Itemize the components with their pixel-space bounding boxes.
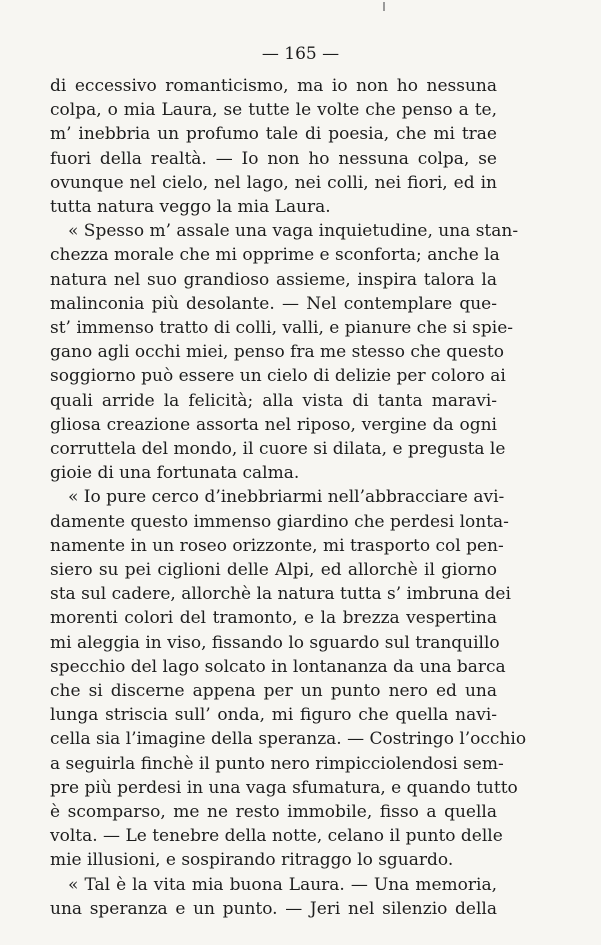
text-line: st’ immenso tratto di colli, valli, e pianure che si spie- [50,318,514,338]
text-line: morenti colori del tramonto, e la brezza vespertina [50,608,497,629]
text-line: mie illusioni, e sospirando ritraggo lo sguardo. [50,850,454,871]
text-line: damente questo immenso giardino che perdesi lonta- [50,511,509,532]
page-number: — 165 — [261,44,340,64]
text-line: è scomparso, me ne resto immobile, fisso a quella [50,802,497,822]
text-line: quali arride la felicità; alla vista di tanta maravi- [50,390,497,411]
text-line: chezza morale che mi opprime e sconforta; anche la [50,245,500,266]
text-line: una speranza e un punto. — Jeri nel silenzio della [50,898,497,919]
text-line: che si discerne appena per un punto nero ed una [50,681,497,701]
text-line: gioie di una fortunata calma. [50,463,300,484]
text-line: mi aleggia in viso, fissando lo sguardo sul tranquillo [50,632,500,653]
text-line: gano agli occhi miei, penso fra me stesso che questo [50,342,504,363]
text-line: lunga striscia sull’ onda, mi figuro che quella navi- [50,705,497,726]
text-line: « Tal è la vita mia buona Laura. — Una memoria, [68,874,497,895]
text-line: fuori della realtà. — Io non ho nessuna colpa, se [50,148,497,169]
text-line: m’ inebbria un profumo tale di poesia, che mi trae [50,124,497,145]
text-line: natura nel suo grandioso assieme, inspira talora la [50,269,497,290]
text-line: specchio del lago solcato in lontananza da una barca [50,656,506,677]
text-line: siero su pei ciglioni delle Alpi, ed allorchè il giorno [50,560,497,580]
text-line: corruttela del mondo, il cuore si dilata, e pregusta le [50,439,506,459]
text-line: namente in un roseo orizzonte, mi trasporto col pen- [50,535,504,556]
text-line: ovunque nel cielo, nel lago, nei colli, nei fiori, ed in [50,172,497,193]
text-line: gliosa creazione assorta nel riposo, vergine da ogni [50,414,497,435]
text-line: a seguirla finchè il punto nero rimpicciolendosi sem- [50,753,504,774]
text-line: malinconia più desolante. — Nel contemplare que- [50,293,497,314]
text-line: volta. — Le tenebre della notte, celano il punto delle [50,826,503,847]
print-mark [383,2,385,11]
text-line: sta sul cadere, allorchè la natura tutta s’ imbruna dei [50,584,511,605]
text-line: « Io pure cerco d’inebbriarmi nell’abbracciare avi- [68,487,505,508]
text-line: di eccessivo romanticismo, ma io non ho nessuna [50,76,497,96]
text-line: cella sia l’imagine della speranza. — Costringo l’occhio [50,729,527,750]
text-line: « Spesso m’ assale una vaga inquietudine, una stan- [68,221,519,242]
text-line: tutta natura veggo la mia Laura. [50,197,331,217]
text-line: pre più perdesi in una vaga sfumatura, e quando tutto [50,777,518,798]
text-line: colpa, o mia Laura, se tutte le volte che penso a te, [50,100,497,121]
text-line: soggiorno può essere un cielo di delizie per coloro ai [50,366,506,387]
